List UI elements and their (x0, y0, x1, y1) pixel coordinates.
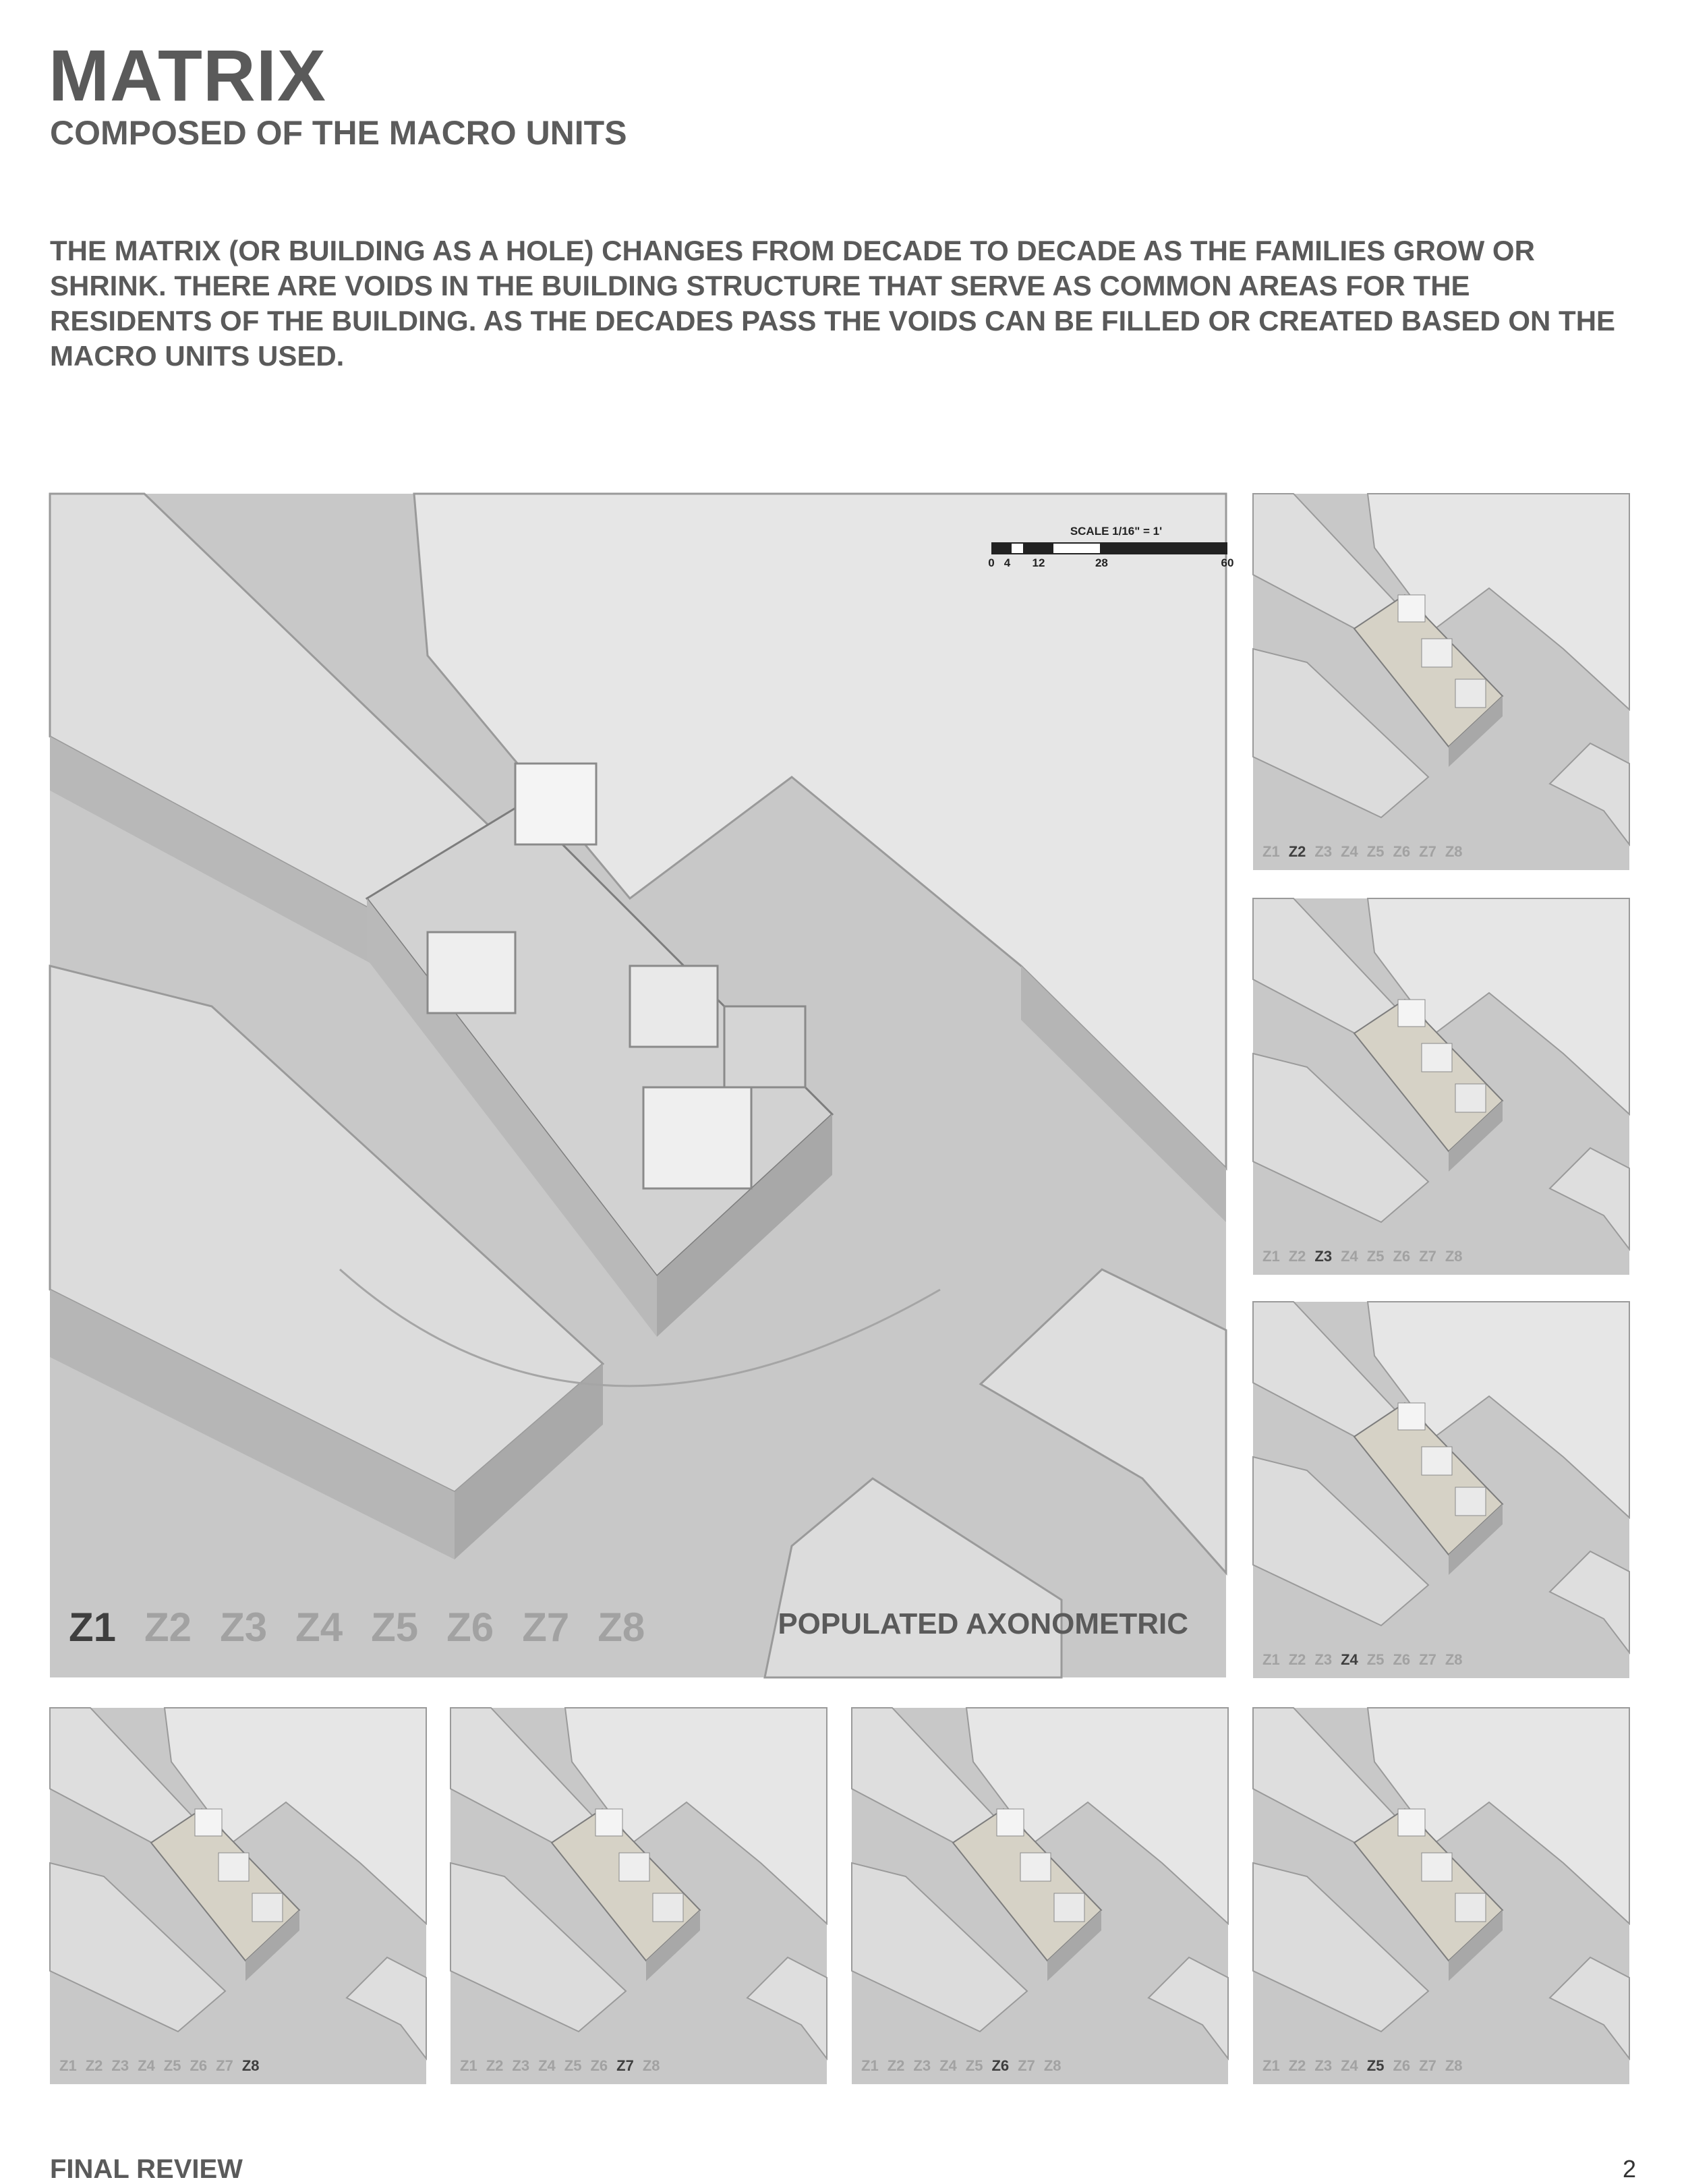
thumbnail-z5 (1253, 1708, 1629, 2084)
thumbnail-z8 (50, 1708, 426, 2084)
page-title: MATRIX (49, 34, 326, 116)
zone-label: Z4 (1341, 843, 1358, 860)
thumbnail-z7 (450, 1708, 827, 2084)
zone-label: Z7 (216, 2057, 233, 2074)
zone-label: Z1 (69, 1605, 117, 1650)
thumbnail-drawing (450, 1708, 827, 2084)
zone-label: Z7 (1419, 1248, 1436, 1265)
zone-label: Z8 (1445, 843, 1463, 860)
zone-label: Z2 (1288, 1248, 1306, 1265)
zone-label: Z3 (1314, 1248, 1333, 1265)
scale-tick: 28 (1095, 556, 1108, 569)
zone-label: Z8 (1043, 2057, 1062, 2074)
zone-label: Z1 (1262, 1651, 1280, 1668)
main-axonometric-panel (50, 494, 1234, 1677)
scale-title: SCALE 1/16" = 1' (1070, 525, 1163, 538)
zone-label: Z7 (1419, 1651, 1436, 1668)
zone-label: Z5 (1366, 1651, 1385, 1668)
scale-bar-graphic (991, 542, 1227, 554)
zone-labels (861, 2057, 1062, 2075)
zone-label: Z5 (564, 2057, 582, 2074)
zone-label: Z2 (887, 2057, 905, 2074)
zone-label: Z3 (111, 2057, 129, 2074)
zone-label: Z3 (1314, 1651, 1333, 1668)
zone-label: Z8 (241, 2057, 260, 2074)
zone-label: Z1 (1262, 843, 1280, 860)
scale-tick: 12 (1032, 556, 1045, 569)
zone-label: Z8 (598, 1605, 645, 1650)
zone-label: Z7 (522, 1605, 570, 1650)
footer-label: FINAL REVIEW (50, 2154, 243, 2184)
zone-label: Z5 (1366, 2057, 1385, 2074)
axonometric-drawing (50, 494, 1226, 1677)
zone-label: Z3 (512, 2057, 530, 2074)
zone-label: Z5 (1366, 1248, 1385, 1265)
scale-tick: 60 (1221, 556, 1234, 569)
thumbnail-z3 (1253, 898, 1629, 1275)
zone-label: Z5 (965, 2057, 983, 2074)
zone-label: Z4 (138, 2057, 155, 2074)
zone-label: Z8 (1445, 2057, 1463, 2074)
zone-label: Z7 (1018, 2057, 1035, 2074)
zone-label: Z6 (590, 2057, 608, 2074)
scale-tick: 0 (988, 556, 995, 569)
zone-labels (460, 2057, 660, 2075)
zone-label: Z5 (371, 1605, 419, 1650)
zone-label: Z1 (460, 2057, 477, 2074)
zone-labels (1262, 2057, 1463, 2075)
zone-labels (69, 1604, 645, 1650)
zone-labels (59, 2057, 260, 2075)
zone-label: Z6 (446, 1605, 494, 1650)
thumbnail-drawing (852, 1708, 1228, 2084)
zone-label: Z4 (1341, 2057, 1358, 2074)
thumbnail-z6 (852, 1708, 1228, 2084)
zone-label: Z8 (1445, 1248, 1463, 1265)
thumbnail-z2 (1253, 494, 1629, 870)
zone-label: Z8 (642, 2057, 660, 2074)
populated-axonometric-label: POPULATED AXONOMETRIC (778, 1607, 1188, 1640)
thumbnail-drawing (1253, 1302, 1629, 1678)
zone-label: Z2 (85, 2057, 103, 2074)
zone-label: Z6 (1393, 1248, 1411, 1265)
zone-label: Z1 (59, 2057, 77, 2074)
zone-labels (1262, 843, 1463, 861)
zone-label: Z3 (913, 2057, 931, 2074)
scale-ticks (988, 556, 1234, 570)
description-paragraph: THE MATRIX (OR BUILDING AS A HOLE) CHANGES FROM DECADE TO DECADE AS THE FAMILIES GROW OR SHRINK. THERE ARE VOIDS IN THE BUILDING STRUCTURE THAT SERVE AS COMMON AREAS FOR THE RESIDENTS OF THE BUILDING. AS THE DECADES PASS THE VOIDS CAN BE FILLED OR CREATED BASED ON THE MACRO UNITS USED. (50, 235, 1616, 372)
page-subtitle: COMPOSED OF THE MACRO UNITS (50, 114, 627, 152)
zone-label: Z6 (1393, 1651, 1411, 1668)
zone-label: Z5 (163, 2057, 181, 2074)
zone-label: Z5 (1366, 843, 1385, 860)
zone-label: Z4 (1341, 1651, 1358, 1668)
zone-label: Z6 (190, 2057, 208, 2074)
zone-label: Z7 (616, 2057, 634, 2074)
zone-label: Z2 (144, 1605, 192, 1650)
zone-label: Z4 (295, 1605, 343, 1650)
thumbnail-drawing (1253, 1708, 1629, 2084)
zone-label: Z3 (1314, 2057, 1333, 2074)
zone-label: Z2 (486, 2057, 504, 2074)
zone-label: Z4 (939, 2057, 957, 2074)
scale-tick: 4 (1004, 556, 1011, 569)
zone-label: Z3 (220, 1605, 268, 1650)
thumbnail-drawing (50, 1708, 426, 2084)
zone-label: Z3 (1314, 843, 1333, 860)
zone-label: Z1 (861, 2057, 879, 2074)
zone-label: Z6 (1393, 2057, 1411, 2074)
zone-label: Z7 (1419, 843, 1436, 860)
zone-label: Z2 (1288, 2057, 1306, 2074)
zone-labels (1262, 1248, 1463, 1265)
page-number: 2 (1622, 2155, 1636, 2183)
zone-label: Z2 (1288, 843, 1306, 860)
zone-label: Z4 (1341, 1248, 1358, 1265)
zone-label: Z7 (1419, 2057, 1436, 2074)
thumbnail-drawing (1253, 898, 1629, 1275)
scale-bar (988, 525, 1234, 570)
zone-labels (1262, 1651, 1463, 1669)
zone-label: Z2 (1288, 1651, 1306, 1668)
thumbnail-drawing (1253, 494, 1629, 870)
zone-label: Z6 (991, 2057, 1010, 2074)
zone-label: Z6 (1393, 843, 1411, 860)
thumbnail-z4 (1253, 1302, 1629, 1678)
zone-label: Z8 (1445, 1651, 1463, 1668)
zone-label: Z1 (1262, 2057, 1280, 2074)
zone-label: Z1 (1262, 1248, 1280, 1265)
zone-label: Z4 (538, 2057, 556, 2074)
